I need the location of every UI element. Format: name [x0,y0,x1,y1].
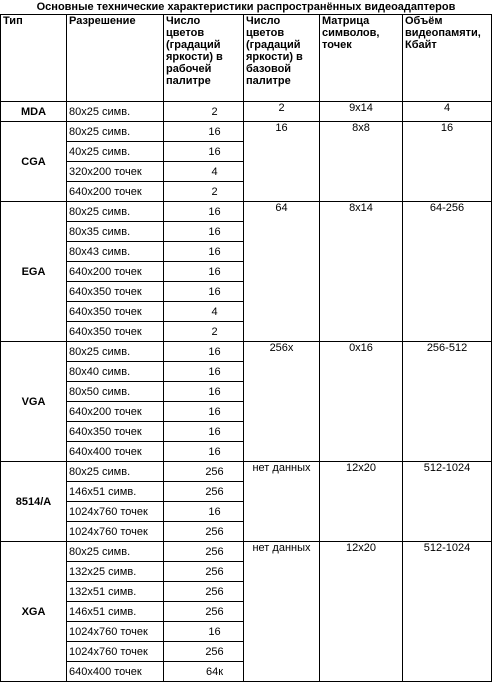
video-memory-cell: 512-1024 [403,462,492,542]
work-colors-cell: 16 [164,502,244,522]
resolution-cell: 1024x760 точек [67,642,164,662]
work-colors-cell: 16 [164,222,244,242]
video-memory-cell: 512-1024 [403,542,492,682]
work-colors-cell: 16 [164,362,244,382]
base-colors-cell: нет данных [244,542,320,682]
resolution-cell: 80x25 симв. [67,202,164,222]
work-colors-cell: 16 [164,382,244,402]
resolution-cell: 80x25 симв. [67,342,164,362]
resolution-cell: 1024x760 точек [67,502,164,522]
resolution-cell: 640x200 точек [67,182,164,202]
resolution-cell: 640x400 точек [67,662,164,682]
base-colors-cell: нет данных [244,462,320,542]
video-adapters-table [0,14,492,682]
resolution-cell: 80x40 симв. [67,362,164,382]
work-colors-cell: 16 [164,122,244,142]
work-colors-cell: 16 [164,422,244,442]
video-memory-cell: 4 [403,102,492,122]
table-row [1,202,492,222]
work-colors-cell: 2 [164,182,244,202]
work-colors-cell: 256 [164,542,244,562]
base-colors-cell: 64 [244,202,320,342]
header-work-colors: Число цветов (градаций яркости) в рабочей палитре [164,15,244,102]
resolution-cell: 80x50 симв. [67,382,164,402]
resolution-cell: 146x51 симв. [67,602,164,622]
table-row [1,122,492,142]
work-colors-cell: 16 [164,622,244,642]
work-colors-cell: 16 [164,202,244,222]
adapter-type-cell: XGA [1,542,67,682]
work-colors-cell: 2 [164,322,244,342]
char-matrix-cell: 0x16 [320,342,403,462]
work-colors-cell: 256 [164,462,244,482]
work-colors-cell: 4 [164,302,244,322]
char-matrix-cell: 8x14 [320,202,403,342]
work-colors-cell: 16 [164,402,244,422]
header-row [1,15,492,102]
work-colors-cell: 16 [164,282,244,302]
work-colors-cell: 16 [164,342,244,362]
resolution-cell: 80x35 симв. [67,222,164,242]
work-colors-cell: 256 [164,582,244,602]
table-body [1,102,492,682]
resolution-cell: 80x43 симв. [67,242,164,262]
work-colors-cell: 16 [164,442,244,462]
table-caption: Основные технические характеристики распространённых видеоадаптеров [36,1,456,13]
resolution-cell: 640x350 точек [67,422,164,442]
table-row [1,342,492,362]
char-matrix-cell: 9x14 [320,102,403,122]
adapter-type-cell: 8514/A [1,462,67,542]
header-resolution: Разрешение [67,15,164,102]
header-memory: Объём видеопамяти, Кбайт [403,15,492,102]
resolution-cell: 80x25 симв. [67,102,164,122]
resolution-cell: 80x25 симв. [67,462,164,482]
char-matrix-cell: 12x20 [320,462,403,542]
char-matrix-cell: 8x8 [320,122,403,202]
base-colors-cell: 16 [244,122,320,202]
adapter-type-cell: EGA [1,202,67,342]
video-memory-cell: 64-256 [403,202,492,342]
table-row [1,102,492,122]
resolution-cell: 1024x760 точек [67,622,164,642]
work-colors-cell: 256 [164,482,244,502]
work-colors-cell: 256 [164,642,244,662]
resolution-cell: 640x350 точек [67,302,164,322]
work-colors-cell: 16 [164,262,244,282]
work-colors-cell: 4 [164,162,244,182]
header-matrix: Матрица символов, точек [320,15,403,102]
table-row [1,462,492,482]
resolution-cell: 132x25 симв. [67,562,164,582]
resolution-cell: 80x25 симв. [67,542,164,562]
adapter-type-cell: MDA [1,102,67,122]
table-row [1,542,492,562]
adapter-type-cell: VGA [1,342,67,462]
work-colors-cell: 256 [164,522,244,542]
char-matrix-cell: 12x20 [320,542,403,682]
work-colors-cell: 16 [164,242,244,262]
header-base-colors: Число цветов (градаций яркости) в базовой палитре [244,15,320,102]
resolution-cell: 1024x760 точек [67,522,164,542]
video-memory-cell: 256-512 [403,342,492,462]
resolution-cell: 80x25 симв. [67,122,164,142]
header-type: Тип [1,15,67,102]
resolution-cell: 132x51 симв. [67,582,164,602]
resolution-cell: 640x350 точек [67,322,164,342]
video-memory-cell: 16 [403,122,492,202]
resolution-cell: 146x51 симв. [67,482,164,502]
work-colors-cell: 64к [164,662,244,682]
resolution-cell: 320x200 точек [67,162,164,182]
work-colors-cell: 256 [164,602,244,622]
work-colors-cell: 256 [164,562,244,582]
resolution-cell: 640x400 точек [67,442,164,462]
work-colors-cell: 2 [164,102,244,122]
resolution-cell: 640x200 точек [67,402,164,422]
work-colors-cell: 16 [164,142,244,162]
base-colors-cell: 256х [244,342,320,462]
resolution-cell: 40x25 симв. [67,142,164,162]
base-colors-cell: 2 [244,102,320,122]
resolution-cell: 640x200 точек [67,262,164,282]
resolution-cell: 640x350 точек [67,282,164,302]
adapter-type-cell: CGA [1,122,67,202]
